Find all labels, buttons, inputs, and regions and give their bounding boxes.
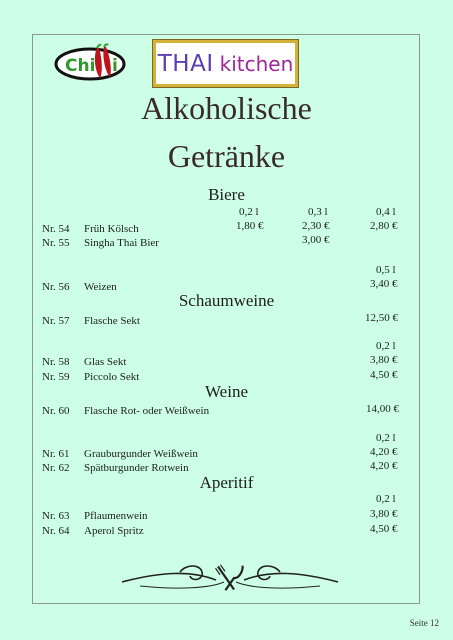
item-nr: Nr. 61 xyxy=(42,448,70,460)
item-name: Aperol Spritz xyxy=(84,525,144,537)
item-nr: Nr. 56 xyxy=(42,281,70,293)
item-price: 4,50 € xyxy=(370,369,398,381)
size-label: 0,3 l xyxy=(308,206,328,218)
item-price: 4,50 € xyxy=(370,523,398,535)
item-price: 3,80 € xyxy=(370,354,398,366)
section-biere: Biere xyxy=(208,185,245,204)
item-name: Spätburgunder Rotwein xyxy=(84,462,189,474)
item-price: 12,50 € xyxy=(365,312,398,324)
svg-text:i: i xyxy=(112,56,118,76)
item-price: 2,30 € xyxy=(302,220,330,232)
item-nr: Nr. 54 xyxy=(42,223,70,235)
item-nr: Nr. 64 xyxy=(42,525,70,537)
item-nr: Nr. 55 xyxy=(42,237,70,249)
size-label: 0,5 l xyxy=(376,264,396,276)
item-nr: Nr. 58 xyxy=(42,356,70,368)
item-nr: Nr. 63 xyxy=(42,510,70,522)
item-price: 3,40 € xyxy=(370,278,398,290)
item-name: Flasche Rot- oder Weißwein xyxy=(84,405,210,417)
cutlery-ornament-icon xyxy=(120,560,340,596)
item-name: Flasche Sekt xyxy=(84,315,140,327)
page-number: Seite 12 xyxy=(409,618,439,628)
size-label: 0,4 l xyxy=(376,206,396,218)
item-name: Früh Kölsch xyxy=(84,223,139,235)
item-price: 3,80 € xyxy=(370,508,398,520)
item-name: Piccolo Sekt xyxy=(84,371,140,383)
chilli-logo xyxy=(53,42,127,82)
svg-text:Chi: Chi xyxy=(65,56,96,76)
size-label: 0,2 l xyxy=(376,493,396,505)
item-name: Weizen xyxy=(84,281,117,293)
item-nr: Nr. 60 xyxy=(42,405,70,417)
item-name: Glas Sekt xyxy=(84,356,127,368)
kitchen-logo-text: kitchen xyxy=(219,51,294,76)
thai-logo-text: THAI xyxy=(157,50,214,77)
item-price: 4,20 € xyxy=(370,446,398,458)
item-price: 2,80 € xyxy=(370,220,398,232)
section-aperitif: Aperitif xyxy=(199,473,254,492)
section-weine: Weine xyxy=(205,382,248,401)
size-label: 0,2 l xyxy=(239,206,259,218)
item-name: Singha Thai Bier xyxy=(84,237,159,249)
page-title-line2: Getränke xyxy=(167,138,286,174)
item-nr: Nr. 59 xyxy=(42,371,70,383)
item-nr: Nr. 62 xyxy=(42,462,70,474)
page-title-line1: Alkoholische xyxy=(141,90,312,126)
thai-kitchen-logo xyxy=(153,40,298,87)
item-name: Grauburgunder Weißwein xyxy=(84,448,198,460)
item-name: Pflaumenwein xyxy=(84,510,148,522)
item-price: 4,20 € xyxy=(370,460,398,472)
item-nr: Nr. 57 xyxy=(42,315,70,327)
item-price: 14,00 € xyxy=(366,403,399,415)
size-label: 0,2 l xyxy=(376,340,396,352)
section-schaumweine: Schaumweine xyxy=(178,291,275,310)
item-price: 3,00 € xyxy=(302,234,330,246)
size-label: 0,2 l xyxy=(376,432,396,444)
item-price: 1,80 € xyxy=(236,220,264,232)
